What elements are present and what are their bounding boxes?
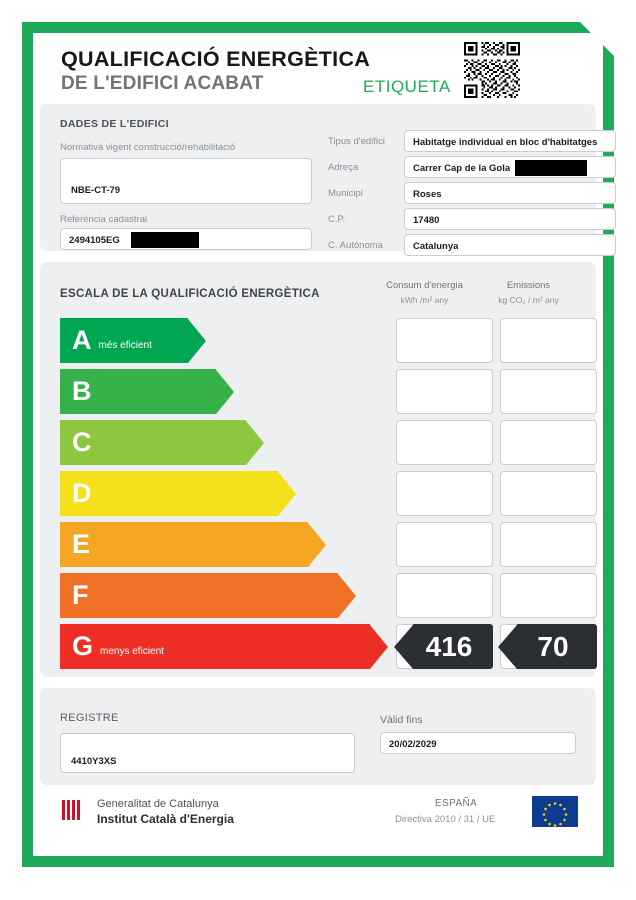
municipi-field[interactable] — [404, 182, 616, 204]
adreca-value: Carrer Cap de la Gola — [413, 163, 511, 174]
emissions-column-title: Emissions — [506, 280, 551, 291]
generalitat-logo-icon — [62, 800, 88, 820]
valid-until-field[interactable] — [380, 732, 576, 754]
emissions-column-units: kg CO₂ / m² any — [498, 295, 559, 305]
emissions-cell-e — [500, 522, 597, 567]
registry-code-value: 4410Y3XS — [71, 756, 117, 767]
rating-letter-f: F — [72, 580, 89, 610]
eu-flag-icon — [532, 796, 578, 827]
emissions-cell-b — [500, 369, 597, 414]
energy-scale-title: ESCALA DE LA QUALIFICACIÓ ENERGÈTICA — [60, 288, 320, 300]
energy-scale-panel — [40, 262, 596, 677]
valid-until-label: Vàlid fins — [380, 714, 423, 726]
page-title-line2: DE L'EDIFICI ACABAT — [61, 73, 264, 94]
referencia-cadastral-value: 2494105EG — [69, 235, 120, 246]
country-label: ESPAÑA — [435, 798, 478, 809]
rating-letter-e: E — [72, 529, 91, 559]
rating-letter-d: D — [72, 478, 92, 508]
least-efficient-note: menys eficient — [100, 645, 164, 657]
rating-row-b — [60, 369, 576, 416]
municipi-value: Roses — [413, 189, 442, 200]
building-data-title: DADES DE L'EDIFICI — [60, 118, 169, 130]
comunitat-autonoma-value: Catalunya — [413, 241, 459, 252]
rating-bar-g — [60, 624, 388, 669]
comunitat-autonoma-label: C. Autònoma — [328, 240, 383, 251]
emissions-value-arrow — [498, 624, 597, 669]
rating-bar-c — [60, 420, 264, 465]
normativa-label: Normativa vigent construcció/rehabilitació — [60, 142, 236, 153]
registry-title: REGISTRE — [60, 712, 119, 724]
energy-cell-c — [396, 420, 493, 465]
normativa-value: NBE-CT-79 — [71, 185, 121, 196]
rating-row-d — [60, 471, 576, 518]
adreca-label: Adreça — [328, 162, 359, 173]
normativa-field[interactable] — [60, 158, 312, 204]
label-type-text: ETIQUETA — [363, 77, 451, 96]
registry-code-field[interactable] — [60, 733, 355, 773]
energy-cell-f — [396, 573, 493, 618]
energy-cell-b — [396, 369, 493, 414]
registry-panel — [40, 688, 596, 785]
tipus-edifici-field[interactable] — [404, 130, 616, 152]
municipi-label: Municipi — [328, 188, 363, 199]
rating-row-c — [60, 420, 576, 467]
energy-cell-e — [396, 522, 493, 567]
valid-until-value: 20/02/2029 — [389, 739, 437, 750]
energy-column-units: kWh /m² any — [400, 295, 449, 305]
rating-bar-b — [60, 369, 234, 414]
rating-row-e — [60, 522, 576, 569]
emissions-cell-d — [500, 471, 597, 516]
rating-rows — [60, 318, 576, 675]
rating-row-f — [60, 573, 576, 620]
document-footer — [40, 794, 596, 844]
energy-column-title: Consum d'energia — [386, 280, 463, 291]
institut-name: Institut Català d'Energia — [97, 812, 234, 826]
rating-letter-g: G — [72, 631, 94, 661]
generalitat-name: Generalitat de Catalunya — [97, 798, 219, 810]
codi-postal-field[interactable] — [404, 208, 616, 230]
qr-code-icon — [461, 39, 523, 101]
redaction-bar — [131, 232, 199, 248]
adreca-field[interactable] — [404, 156, 616, 178]
rating-letter-a: A — [72, 325, 92, 355]
building-data-panel — [40, 104, 596, 251]
energy-cell-a — [396, 318, 493, 363]
codi-postal-label: C.P. — [328, 214, 346, 225]
rating-bar-f — [60, 573, 356, 618]
most-efficient-note: més eficient — [98, 339, 152, 351]
codi-postal-value: 17480 — [413, 215, 440, 226]
redaction-bar — [515, 160, 587, 176]
emissions-cell-a — [500, 318, 597, 363]
energy-value: 416 — [413, 624, 493, 669]
rating-row-a — [60, 318, 576, 365]
tipus-edifici-label: Tipus d'edifici — [328, 136, 385, 147]
emissions-value: 70 — [517, 624, 597, 669]
rating-letter-b: B — [72, 376, 92, 406]
page-title-line1: QUALIFICACIÓ ENERGÈTICA — [61, 47, 371, 71]
emissions-cell-f — [500, 573, 597, 618]
rating-row-g — [60, 624, 576, 671]
rating-letter-c: C — [72, 427, 92, 457]
rating-bar-a — [60, 318, 206, 363]
referencia-cadastral-label: Referència cadastral — [60, 214, 148, 225]
referencia-cadastral-field[interactable] — [60, 228, 312, 250]
energy-value-arrow — [394, 624, 493, 669]
directive-label: Directiva 2010 / 31 / UE — [395, 814, 496, 825]
comunitat-autonoma-field[interactable] — [404, 234, 616, 256]
emissions-cell-c — [500, 420, 597, 465]
document-header — [33, 33, 603, 96]
rating-bar-d — [60, 471, 296, 516]
energy-cell-d — [396, 471, 493, 516]
rating-bar-e — [60, 522, 326, 567]
tipus-edifici-value: Habitatge individual en bloc d'habitatges — [413, 137, 598, 148]
